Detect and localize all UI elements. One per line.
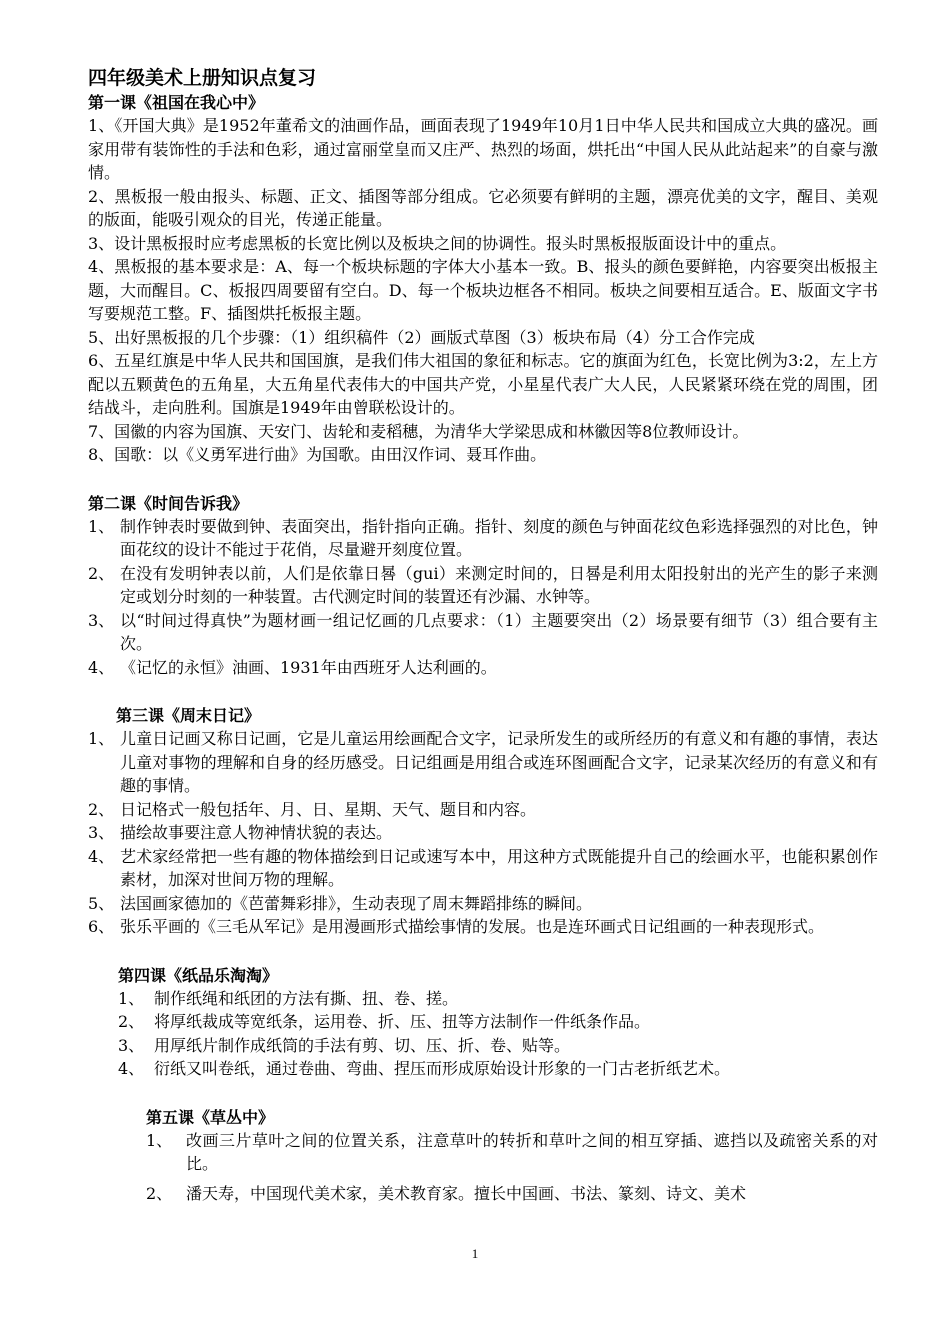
item-text: 张乐平画的《三毛从军记》是用漫画形式描绘事情的发展。也是连环画式日记组画的一种表现形式。 <box>120 917 825 936</box>
item-number: 2、 <box>146 1183 173 1203</box>
lesson1-item-6: 6、五星红旗是中华人民共和国国旗，是我们伟大祖国的象征和标志。它的旗面为红色，长宽比例为3:2，左上方配以五颗黄色的五角星，大五角星代表伟大的中国共产党，小星星代表广大人民，人民紧紧环绕在党的周围，团结战斗，走向胜利。国旗是1949年由曾联松设计的。 <box>88 351 878 417</box>
lesson4-item <box>118 1034 878 1058</box>
item-text: 制作钟表时要做到钟、表面突出，指针指向正确。指针、刻度的颜色与钟面花纹色彩选择强烈的对比色，钟面花纹的设计不能过于花俏，尽量避开刻度位置。 <box>120 516 878 559</box>
lesson3-item <box>88 915 878 939</box>
lesson2-section <box>88 492 878 680</box>
lesson1-item-7: 7、国徽的内容为国旗、天安门、齿轮和麦稻穗，为清华大学梁思成和林徽因等8位教师设计。 <box>88 421 749 441</box>
item-number: 3、 <box>88 823 115 842</box>
lesson2-item <box>88 515 878 562</box>
lesson5-section <box>88 1106 878 1206</box>
page-number: 1 <box>471 1246 479 1261</box>
lesson2-item <box>88 609 878 656</box>
lesson4-item <box>118 1010 878 1034</box>
lesson4-section <box>88 964 878 1081</box>
lesson4-title: 第四课《纸品乐淘淘》 <box>118 965 279 985</box>
lesson3-item <box>88 845 878 892</box>
lesson3-item <box>88 727 878 798</box>
item-text: 制作纸绳和纸团的方法有撕、扭、卷、搓。 <box>154 988 459 1008</box>
lesson1-section <box>88 91 878 467</box>
lesson1-item-2: 2、黑板报一般由报头、标题、正文、插图等部分组成。它必须要有鲜明的主题，漂亮优美的文字，醒目、美观的版面，能吸引观众的目光，传递正能量。 <box>88 186 878 229</box>
item-number: 4、 <box>88 846 115 866</box>
item-number: 5、 <box>88 893 115 913</box>
lesson4-item <box>118 987 878 1011</box>
item-text: 儿童日记画又称日记画，它是儿童运用绘画配合文字，记录所发生的或所经历的有意义和有趣的事情，表达儿童对事物的理解和自身的经历感受。日记组画是用组合或连环图画配合文字，记录某次经历的有意义和有趣的事情。 <box>120 729 878 795</box>
item-text: 法国画家德加的《芭蕾舞彩排》，生动表现了周末舞蹈排练的瞬间。 <box>120 893 593 913</box>
item-number: 4、 <box>88 657 115 677</box>
lesson1-title: 第一课《祖国在我心中》 <box>88 93 265 112</box>
lesson5-item <box>146 1129 878 1176</box>
item-text: 潘天寿，中国现代美术家，美术教育家。擅长中国画、书法、篆刻、诗文、美术 <box>186 1183 747 1203</box>
item-number: 1、 <box>88 516 115 536</box>
lesson1-item-1: 1、《开国大典》是1952年董希文的油画作品，画面表现了1949年10月1日中华人民共和国成立大典的盛况。画家用带有装饰性的手法和色彩，通过富丽堂皇而又庄严、热烈的场面，烘托出“中国人民从此站起来”的自豪与激情。 <box>88 116 878 182</box>
item-number: 2、 <box>88 799 115 819</box>
item-text: 《记忆的永恒》油画、1931年由西班牙人达利画的。 <box>120 657 497 677</box>
lesson2-title: 第二课《时间告诉我》 <box>88 493 249 513</box>
item-number: 3、 <box>118 1035 145 1055</box>
lesson3-section <box>88 704 878 939</box>
lesson3-item <box>88 821 878 845</box>
item-number: 1、 <box>88 729 115 748</box>
lesson5-title: 第五课《草丛中》 <box>146 1107 275 1127</box>
lesson3-item <box>88 892 878 916</box>
document-title: 四年级美术上册知识点复习 <box>88 67 317 89</box>
item-number: 2、 <box>88 563 115 583</box>
item-text: 改画三片草叶之间的位置关系，注意草叶的转折和草叶之间的相互穿插、遮挡以及疏密关系的对比。 <box>186 1130 878 1173</box>
lesson1-item-3: 3、设计黑板报时应考虑黑板的长宽比例以及板块之间的协调性。报头时黑板报版面设计中的重点。 <box>88 233 787 253</box>
lesson2-item <box>88 656 878 680</box>
lesson1-item-4: 4、黑板报的基本要求是：A、每一个板块标题的字体大小基本一致。B、报头的颜色要鲜艳，内容要突出板报主题，大而醒目。C、板报四周要留有空白。D、每一个板块边框各不相同。板块之间要相互适合。E、版面文字书写要规范工整。F、插图烘托板报主题。 <box>88 257 878 323</box>
item-number: 1、 <box>118 988 145 1008</box>
lesson3-title: 第三课《周末日记》 <box>116 706 261 725</box>
item-number: 1、 <box>146 1130 173 1150</box>
lesson4-item <box>118 1057 878 1081</box>
item-number: 3、 <box>88 610 115 630</box>
lesson2-item <box>88 562 878 609</box>
item-number: 6、 <box>88 917 115 936</box>
item-number: 4、 <box>118 1059 145 1078</box>
item-text: 日记格式一般包括年、月、日、星期、天气、题目和内容。 <box>120 799 537 819</box>
item-text: 在没有发明钟表以前，人们是依靠日晷（gui）来测定时间的，日晷是利用太阳投射出的光产生的影子来测定或划分时刻的一种装置。古代测定时间的装置还有沙漏、水钟等。 <box>120 563 878 606</box>
document-page <box>88 66 878 1211</box>
lesson5-item <box>146 1182 878 1206</box>
item-text: 描绘故事要注意人物神情状貌的表达。 <box>120 823 393 842</box>
item-text: 衍纸又叫卷纸，通过卷曲、弯曲、捏压而形成原始设计形象的一门古老折纸艺术。 <box>154 1059 731 1078</box>
lesson1-item-8: 8、国歌：以《义勇军进行曲》为国歌。由田汉作词、聂耳作曲。 <box>88 445 547 464</box>
item-text: 以“时间过得真快”为题材画一组记忆画的几点要求：（1）主题要突出（2）场景要有细节（3）组合要有主次。 <box>120 610 878 653</box>
lesson3-item <box>88 798 878 822</box>
item-number: 2、 <box>118 1012 145 1031</box>
item-text: 艺术家经常把一些有趣的物体描绘到日记或速写本中，用这种方式既能提升自己的绘画水平，也能积累创作素材，加深对世间万物的理解。 <box>120 846 878 889</box>
item-text: 将厚纸裁成等宽纸条，运用卷、折、压、扭等方法制作一件纸条作品。 <box>154 1012 651 1031</box>
item-text: 用厚纸片制作成纸筒的手法有剪、切、压、折、卷、贴等。 <box>154 1035 571 1055</box>
lesson1-item-5: 5、出好黑板报的几个步骤：（1）组织稿件（2）画版式草图（3）板块布局（4）分工合作完成 <box>88 327 755 347</box>
